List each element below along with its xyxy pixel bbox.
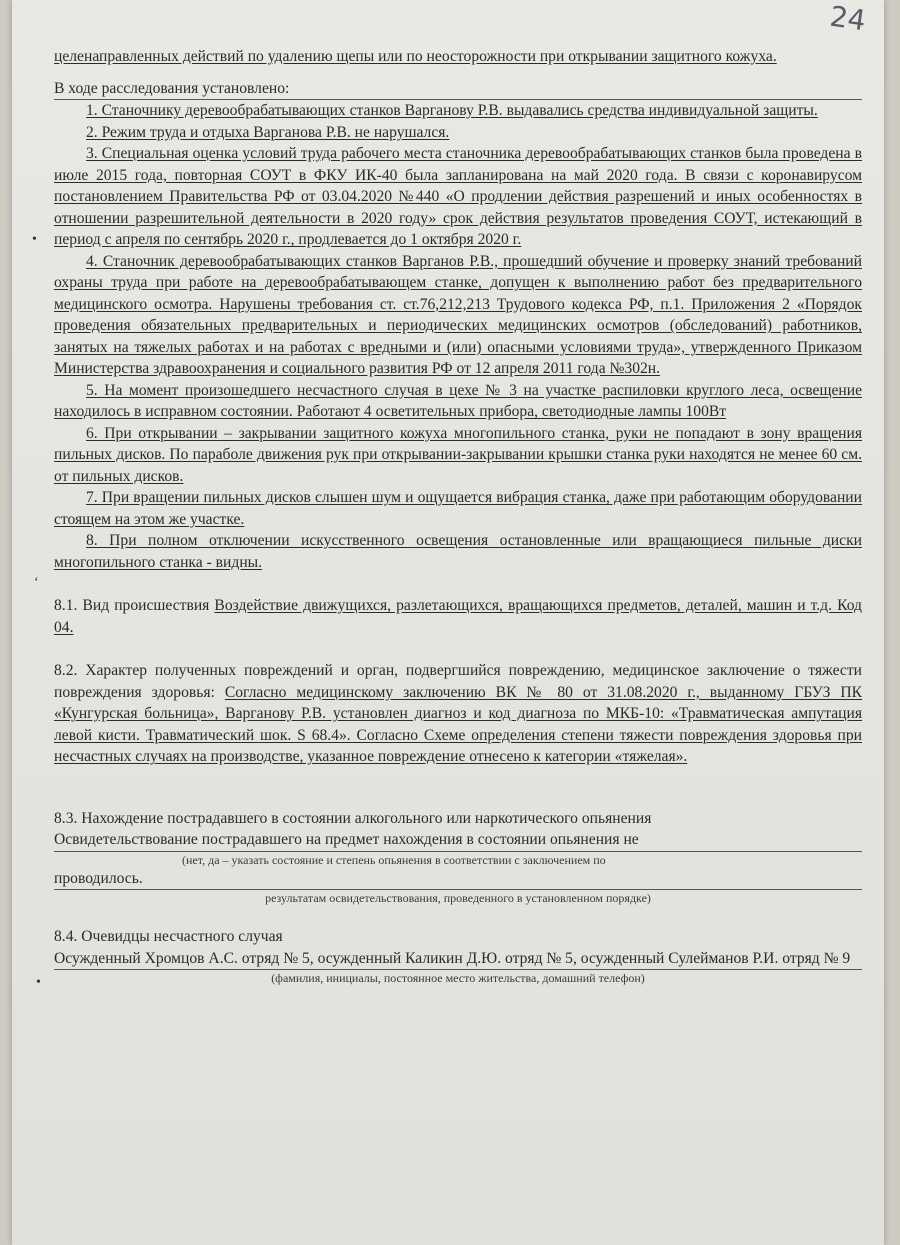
handwritten-page-number: 24: [827, 0, 868, 38]
intro-text: целенаправленных действий по удалению щепы или по неосторожности при открывании защитного кожуха.: [54, 48, 777, 65]
section-8-3-value-line1: Освидетельствование пострадавшего на предмет нахождения в состоянии опьянения не: [54, 829, 862, 852]
section-8-1: [54, 595, 862, 638]
section-8-2-label: 8.2. Характер полученных повреждений и орган, подвергшийся повреждению, медицинское заключение о тяжести повреждения здоровья:: [54, 662, 862, 701]
finding-item: 8. При полном отключении искусственного освещения остановленные или вращающиеся пильные диски многопильного станка - видны.: [54, 532, 862, 571]
section-8-4-value: Осужденный Хромцов А.С. отряд № 5, осужденный Каликин Д.Ю. отряд № 5, осужденный Сулейманов Р.И. отряд № 9: [54, 948, 862, 971]
finding-item: 2. Режим труда и отдыха Варганова Р.В. не нарушался.: [86, 123, 450, 141]
section-8-3-value-line2: проводилось.: [54, 868, 862, 891]
document-body: [54, 46, 862, 986]
findings-heading: В ходе расследования установлено:: [54, 78, 862, 101]
finding-item: 5. На момент произошедшего несчастного случая в цехе № 3 на участке распиловки круглого леса, освещение находилось в исправном состоянии. Работают 4 осветительных прибора, светодиодные лампы 100Вт: [54, 381, 862, 420]
section-8-2: [54, 660, 862, 768]
finding-item: 6. При открывании – закрывании защитного кожуха многопильного станка, руки не попадают в зону вращения пильных дисков. По параболе движения рук при открывании-закрывании крышки станка руки находятся не менее 60 см. от пильных дисков.: [54, 424, 862, 485]
finding-item: 7. При вращении пильных дисков слышен шум и ощущается вибрация станка, даже при работающим оборудовании стоящем на этом же участке.: [54, 489, 862, 528]
finding-item: 1. Станочнику деревообрабатывающих станков Варганову Р.В. выдавались средства индивидуальной защиты.: [86, 102, 818, 119]
section-8-4-label: 8.4. Очевидцы несчастного случая: [54, 928, 283, 945]
section-8-1-value: Воздействие движущихся, разлетающихся, вращающихся предметов, деталей, машин и т.д. Код 04.: [54, 597, 862, 636]
findings-list: [54, 100, 862, 573]
document-page: [12, 0, 884, 1245]
section-8-1-label: 8.1. Вид происшествия: [54, 597, 210, 614]
margin-mark: •: [36, 975, 41, 990]
section-8-2-value: Согласно медицинскому заключению ВК № 80 от 31.08.2020 г., выданному ГБУЗ ПК «Кунгурская больница», Варганову Р.В. установлен диагноз и код диагноза по МКБ-10: «Травматическая ампутация левой кисти. Травматический шок. S 68.4». Согласно Схеме определения степени тяжести повреждения здоровья при несчастных случаях на производстве, указанное повреждение отнесено к категории «тяжелая».: [54, 683, 863, 765]
section-8-4: [54, 926, 862, 986]
finding-item: 4. Станочник деревообрабатывающих станков Варганов Р.В., прошедший обучение и проверку знаний требований охраны труда при работе на деревообрабатывающем станке, допущен к выполнению работ без предварительного медицинского осмотра. Нарушены требования ст. ст.76,212,213 Трудового кодекса РФ, п.1. Приложения 2 «Порядок проведения обязательных предварительных и периодических медицинских осмотров (обследований) работников, занятых на тяжелых работах и на работах с вредными и (или) опасными условиями труда», утвержденного Приказом Министерства здравоохранения и социального развития РФ от 12 апреля 2011 года №302н.: [54, 252, 862, 377]
section-8-3-label: 8.3. Нахождение пострадавшего в состоянии алкогольного или наркотического опьянения: [54, 809, 652, 827]
finding-item: 3. Специальная оценка условий труда рабочего места станочника деревообрабатывающих станков была проведена в июле 2015 года, повторная СОУТ в ФКУ ИК-40 была запланирована на май 2020 года. В связи с коронавирусом постановлением Правительства РФ от 03.04.2020 №440 «О продлении действия разрешений и иных особенностях в отношении разрешительной деятельности в 2020 году» срок действия результатов проведения СОУТ, истекающий в период с апреля по сентябрь 2020 г., продлевается до 1 октября 2020 г.: [54, 145, 862, 248]
section-8-4-caption: (фамилия, инициалы, постоянное место жительства, домашний телефон): [271, 971, 645, 985]
margin-mark: ‘: [34, 575, 39, 590]
section-8-3-caption1: (нет, да – указать состояние и степень опьянения в соответствии с заключением по: [182, 852, 606, 867]
section-8-3-caption2: результатам освидетельствования, проведенного в установленном порядке): [265, 891, 651, 905]
margin-mark: •: [32, 232, 37, 247]
section-8-3: [54, 808, 862, 907]
